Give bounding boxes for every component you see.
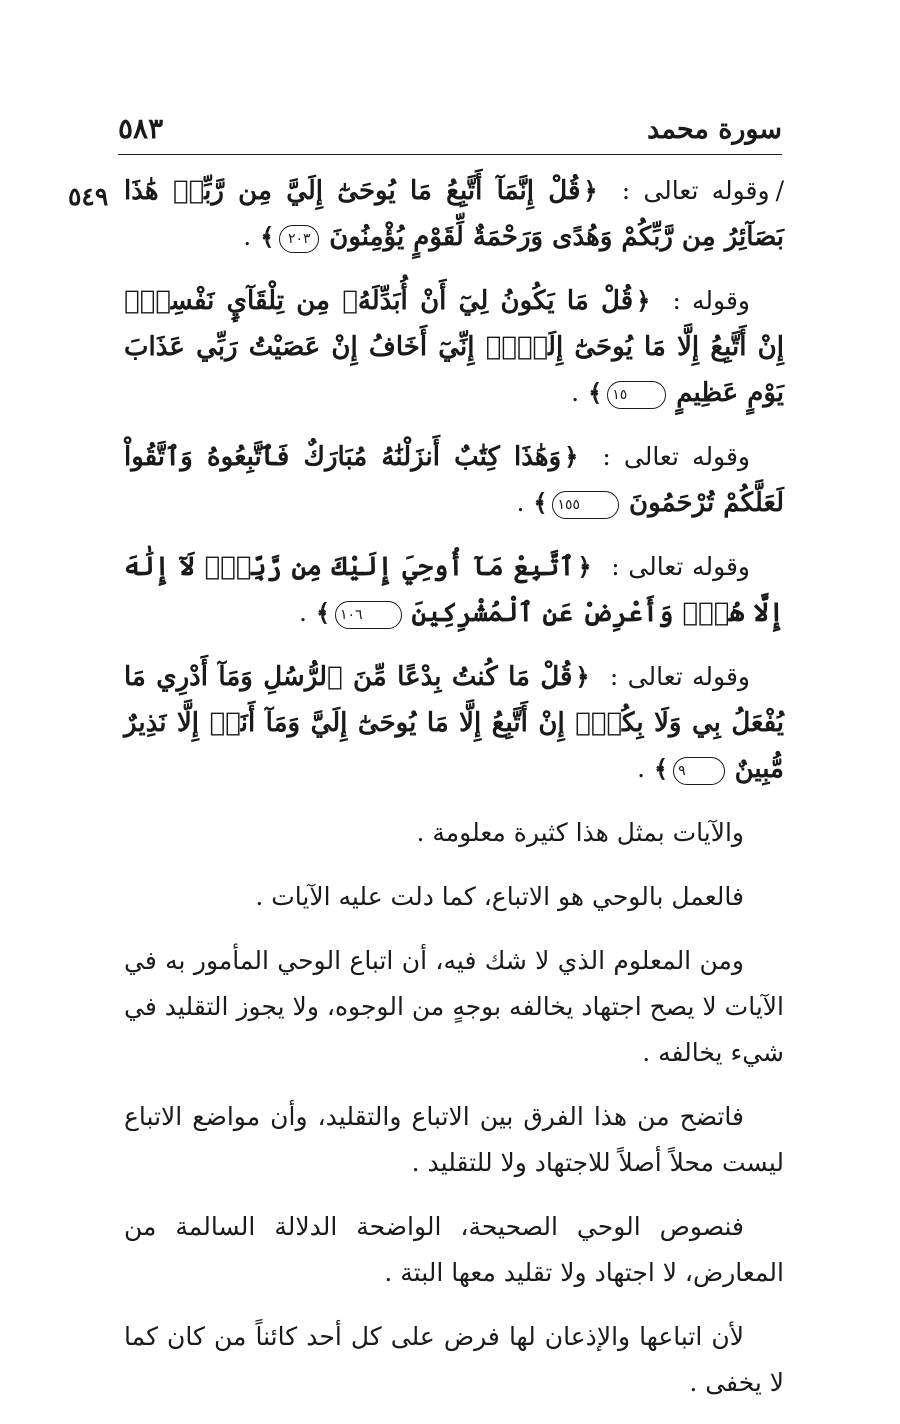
paragraph-2: فالعمل بالوحي هو الاتباع، كما دلت عليه الآيات . — [255, 882, 744, 911]
passage-3 — [124, 434, 784, 526]
paragraph-1: والآيات بمثل هذا كثيرة معلومة . — [416, 818, 744, 847]
passage-lead: وقوله تعالى : — [602, 442, 750, 471]
margin-page-reference: ٥٤٩ — [68, 182, 109, 211]
page-body — [124, 168, 784, 1424]
ayah-number-marker: ١٥ — [607, 381, 666, 409]
paragraph-6: لأن اتباعها والإذعان لها فرض على كل أحد كائناً من كان كما لا يخفى . — [124, 1322, 784, 1397]
paragraph-5: فنصوص الوحي الصحيحة، الواضحة الدلالة السالمة من المعارض، لا اجتهاد ولا تقليد معها البتة . — [124, 1212, 784, 1287]
verse-open-bracket: ﴿ — [636, 286, 651, 315]
ayah-number-marker: ١٥٥ — [552, 491, 619, 519]
passage-2 — [124, 278, 784, 416]
verse-open-bracket: ﴿ — [583, 176, 598, 205]
passage-4 — [124, 544, 784, 636]
quran-verse: وَهَٰذَا كِتَٰبٌ أَنزَلْنَٰهُ مُبَارَكٌ فَٱتَّبِعُوهُ وَٱتَّقُواْ لَعَلَّكُمْ تُرْحَمُونَ — [124, 442, 784, 518]
ayah-number-marker: ٢٠٣ — [279, 225, 319, 253]
passage-lead: وقوله تعالى : — [611, 552, 751, 581]
verse-close-bracket: ﴾ — [533, 488, 548, 517]
passage-5 — [124, 654, 784, 792]
paragraph-4: فاتضح من هذا الفرق بين الاتباع والتقليد، وأن مواضع الاتباع ليست محلاً أصلاً للاجتهاد ولا للتقليد . — [124, 1102, 784, 1177]
verse-open-bracket: ﴿ — [577, 552, 592, 581]
passage-end: . — [637, 754, 646, 783]
passage-end: . — [243, 222, 252, 251]
passage-1 — [124, 168, 784, 260]
passage-lead: وقوله تعالى : — [609, 662, 750, 691]
ayah-number-marker: ١٠٦ — [335, 601, 402, 629]
quran-verse: قُلْ إِنَّمَآ أَتَّبِعُ مَا يُوحَىٰٓ إِلَيَّ مِن رَّبِّيۚ هَٰذَا بَصَآئِرُ مِن رَّبِّكُمْ وَهُدًى وَرَحْمَةٌ لِّقَوْمٍ يُؤْمِنُونَ — [124, 176, 784, 252]
quran-verse: ٱتَّبِعْ مَآ أُوحِيَ إِلَيْكَ مِن رَّبِّكَۖ لَآ إِلَٰهَ إِلَّا هُوَۖ وَأَعْرِضْ عَنِ ٱلْمُشْرِكِينَ — [124, 552, 784, 628]
running-header — [118, 112, 782, 155]
surah-title: سورة محمد — [647, 114, 782, 145]
passage-end: . — [516, 488, 525, 517]
verse-open-bracket: ﴿ — [564, 442, 579, 471]
verse-close-bracket: ﴾ — [654, 754, 669, 783]
passage-lead: وقوله تعالى : — [621, 176, 770, 205]
verse-close-bracket: ﴾ — [315, 598, 331, 627]
page-break-marker: / — [775, 176, 784, 205]
verse-open-bracket: ﴿ — [575, 662, 590, 691]
passage-end: . — [571, 378, 580, 407]
quran-verse: قُلْ مَا كُنتُ بِدْعًا مِّنَ ٱلرُّسُلِ وَمَآ أَدْرِي مَا يُفْعَلُ بِي وَلَا بِكُمْۖ إِنْ أَتَّبِعُ إِلَّا مَا يُوحَىٰٓ إِلَيَّ وَمَآ أَنَا۠ إِلَّا نَذِيرٌ مُّبِينٌ — [124, 662, 784, 784]
page-number: ٥٨٣ — [118, 112, 164, 145]
quran-verse: قُلْ مَا يَكُونُ لِيٓ أَنْ أُبَدِّلَهُۥ مِن تِلْقَآيِٕ نَفْسِيٓۖ إِنْ أَتَّبِعُ إِلَّا مَا يُوحَىٰٓ إِلَيَّۖ إِنِّيٓ أَخَافُ إِنْ عَصَيْتُ رَبِّي عَذَابَ يَوْمٍ عَظِيمٍ — [124, 286, 784, 408]
paragraph-3: ومن المعلوم الذي لا شك فيه، أن اتباع الوحي المأمور به في الآيات لا يصح اجتهاد يخالفه بوجهٍ من الوجوه، ولا يجوز التقليد في شيء يخالفه . — [124, 946, 784, 1067]
ayah-number-marker: ٩ — [673, 757, 725, 785]
verse-close-bracket: ﴾ — [588, 378, 603, 407]
verse-close-bracket: ﴾ — [260, 222, 275, 251]
passage-end: . — [299, 598, 307, 627]
passage-lead: وقوله : — [672, 286, 750, 315]
